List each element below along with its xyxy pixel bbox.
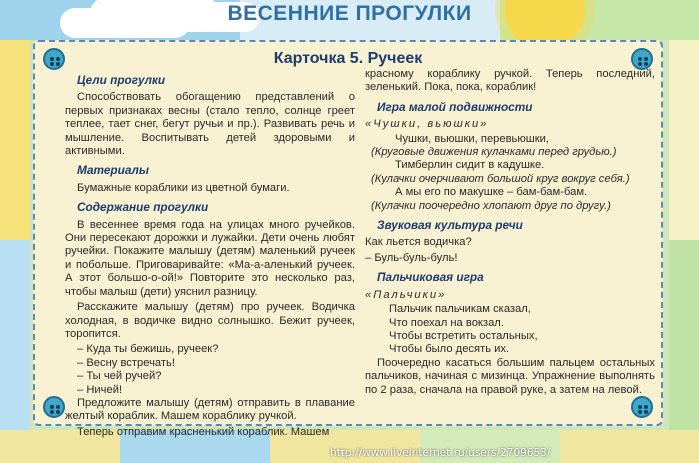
paragraph: Способствовать обогащению представлений о первых признаках весны (стало тепло, солнце греет теплее, тает снег, бегут ручьи и пр.). Развивать речь и мышление. Воспитывать детей здоровыми и активными. (65, 91, 355, 158)
poem-line: Чушки, вьюшки, перевьюшки, (395, 132, 549, 145)
card-title: Карточка 5. Ручеек (273, 50, 423, 67)
poem-line: Пальчик пальчикам сказал, (389, 303, 531, 316)
dialog-line: – Ничей! (77, 383, 123, 396)
dialog-line: – Буль-буль-буль! (365, 251, 458, 264)
button-decoration-icon (43, 396, 65, 418)
button-decoration-icon (631, 396, 653, 418)
poem-instruction: (Круговые движения кулачками перед грудью.) (371, 146, 617, 159)
paragraph: Поочередно касаться большим пальцем остальных пальчиков, начиная с мизинца. Упражнение выполнять по 2 раза, сначала на правой руке, а затем на левой. (365, 356, 655, 396)
dialog-line: – Весну встречать! (77, 356, 175, 369)
page-header: ВЕСЕННИЕ ПРОГУЛКИ (227, 2, 472, 25)
poem-instruction: (Кулачки очерчивают большой круг вокруг себя.) (371, 172, 630, 185)
poem-instruction: (Кулачки поочередно хлопают друг по другу.) (371, 199, 611, 212)
section-heading: Содержание прогулки (77, 200, 209, 215)
paragraph: В весеннее время года на улицах много ручейков. Они пересекают дорожки и лужайки. Дети очень любят ручейки. Покажите малышу (детям) маленький ручеек и побольше. Приговаривайте: «Ма-а-аленький ручеек. А этот большо-о-ой!» Повторите это несколько раз, чтобы малыш (дети) уяснил разницу. (65, 218, 355, 298)
section-heading: Цели прогулки (77, 73, 166, 87)
section-heading: Игра малой подвижности (377, 99, 533, 114)
paragraph: Предложите малышу (детям) отправить в плавание желтый кораблик. Машем кораблику ручкой. (65, 396, 355, 423)
source-watermark: http://www.liveinternet.ru/users/2709653/ (330, 447, 551, 459)
paragraph: Теперь отправим красненький кораблик. Машем (77, 425, 330, 438)
right-column (365, 68, 655, 399)
poem-line: Тимберлин сидит в кадушке. (395, 159, 545, 172)
section-heading: Материалы (77, 163, 149, 178)
fabric-patch (0, 40, 30, 240)
poem-title: «Пальчики» (365, 288, 447, 301)
poem-line: Что поехал на вокзал. (389, 316, 504, 329)
dialog-line: – Куда ты бежишь, ручеек? (77, 343, 219, 356)
paragraph: Расскажите малышу (детям) про ручеек. Водичка холодная, в водичке видно солнышко. Бежит ручеек, торопится. (65, 301, 355, 340)
fabric-patch (669, 40, 699, 240)
poem-title: «Чушки, вьюшки» (365, 118, 489, 131)
paragraph: красному кораблику ручкой. Теперь последний, зеленький. Пока, пока, кораблик! (365, 68, 655, 94)
dialog-line: Как льется водичка? (365, 236, 472, 249)
dialog-line: – Ты чей ручей? (77, 370, 162, 383)
left-column (65, 68, 355, 441)
poem-line: Чтобы встретить остальных, (389, 329, 538, 342)
section-heading: Звуковая культура речи (377, 218, 523, 233)
section-heading: Пальчиковая игра (377, 270, 484, 285)
activity-card (33, 40, 663, 438)
paragraph: Бумажные кораблики из цветной бумаги. (77, 181, 290, 194)
poem-line: А мы его по макушке – бам-бам-бам. (395, 186, 588, 199)
poem-line: Чтобы было десять их. (389, 343, 510, 356)
